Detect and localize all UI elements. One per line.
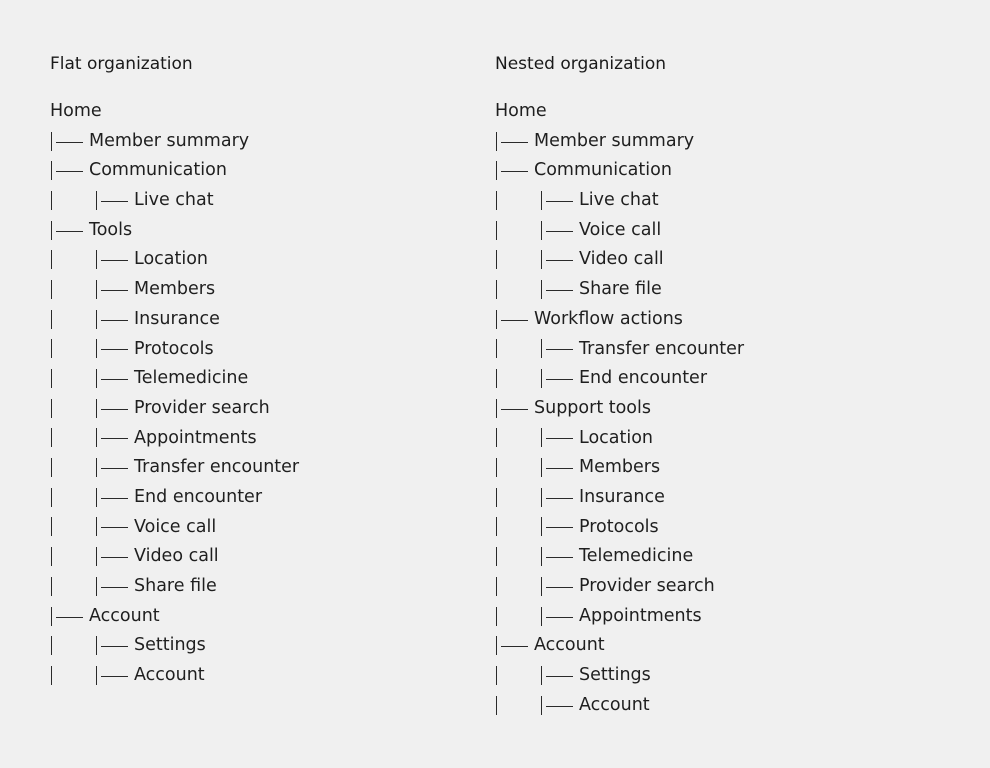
tree-branch-connector [540,483,579,513]
tree-branch-connector [540,513,579,543]
tree-branch-connector [95,186,134,216]
tree-branch-connector [495,394,534,424]
tree-guide-line [495,661,540,691]
tree-node [495,483,744,513]
tree-node-label: Insurance [579,486,665,507]
tree-branch-connector [540,335,579,365]
tree-guide-line [50,661,95,691]
flat-organization-diagram [50,52,299,691]
tree-node-label: Insurance [134,308,220,329]
tree-node [50,661,299,691]
tree-guide-line [495,216,540,246]
tree-node-label: Appointments [579,605,702,626]
tree-node [495,335,744,365]
tree-node [50,186,299,216]
tree-guide-line [495,483,540,513]
tree-branch-connector [95,542,134,572]
tree-node [495,305,744,335]
tree-branch-connector [50,216,89,246]
tree-node [50,542,299,572]
tree-node-label: Telemedicine [134,368,249,389]
tree-node [50,483,299,513]
tree-root [50,97,299,127]
tree-branch-connector [540,453,579,483]
tree-node-label: Support tools [534,397,651,418]
tree-guide-line [50,513,95,543]
tree-node [50,275,299,305]
tree-node-label: Members [579,457,661,478]
tree-guide-line [495,275,540,305]
tree-node [495,424,744,454]
tree-node-label: Video call [579,249,664,270]
tree-node-label: Voice call [134,516,217,537]
tree-root-label: Home [50,101,102,121]
tree-branch-connector [95,661,134,691]
tree-guide-line [50,572,95,602]
tree-node [50,453,299,483]
tree-branch-connector [95,305,134,335]
tree-branch-connector [540,186,579,216]
tree-guide-line [50,245,95,275]
tree-branch-connector [95,245,134,275]
tree-node-label: Appointments [134,427,257,448]
tree-node-label: Account [579,694,650,715]
tree-node-label: Transfer encounter [134,457,300,478]
tree-node-label: Communication [534,160,672,181]
tree-guide-line [495,572,540,602]
tree-guide-line [50,335,95,365]
tree-node [50,156,299,186]
tree-branch-connector [95,513,134,543]
tree-guide-line [495,602,540,632]
tree-node [50,513,299,543]
tree-node [50,335,299,365]
tree-branch-connector [540,572,579,602]
tree-branch-connector [95,453,134,483]
nested-organization-title: Nested organization [495,54,667,74]
tree-guide-line [50,453,95,483]
tree-branch-connector [50,127,89,157]
tree-node-label: Settings [134,635,206,656]
tree-node [495,364,744,394]
tree-guide-line [50,483,95,513]
tree-node-label: Telemedicine [579,546,694,567]
tree-branch-connector [495,156,534,186]
tree-node [495,156,744,186]
tree-node [50,572,299,602]
tree-branch-connector [540,216,579,246]
tree-guide-line [50,186,95,216]
tree-node [50,394,299,424]
tree-guide-line [50,631,95,661]
tree-node [495,275,744,305]
nested-tree [495,97,744,720]
tree-branch-connector [540,691,579,721]
tree-node [495,631,744,661]
tree-guide-line [495,424,540,454]
tree-node [495,691,744,721]
tree-branch-connector [495,127,534,157]
tree-node-label: Location [134,249,209,270]
tree-node [495,602,744,632]
tree-node-label: End encounter [134,486,263,507]
tree-node-label: Share file [579,279,662,300]
tree-node-label: Voice call [579,219,662,240]
tree-node [50,305,299,335]
tree-node-label: Provider search [134,397,270,418]
tree-node [495,572,744,602]
tree-node [495,542,744,572]
tree-node-label: Location [579,427,654,448]
tree-branch-connector [540,424,579,454]
tree-branch-connector [95,275,134,305]
tree-node [50,127,299,157]
tree-guide-line [495,245,540,275]
tree-node-label: Live chat [134,190,214,211]
tree-branch-connector [95,364,134,394]
tree-guide-line [495,513,540,543]
tree-guide-line [495,186,540,216]
flat-organization-title: Flat organization [50,54,193,74]
tree-node [50,602,299,632]
tree-node-label: Settings [579,665,651,686]
tree-branch-connector [540,245,579,275]
tree-node-label: Member summary [534,130,695,151]
tree-node-label: Account [89,605,160,626]
tree-node [495,394,744,424]
tree-node-label: Live chat [579,190,659,211]
tree-node [495,127,744,157]
tree-branch-connector [540,602,579,632]
tree-branch-connector [540,364,579,394]
tree-node-label: Share file [134,576,217,596]
tree-node-label: Tools [89,219,133,240]
tree-guide-line [50,275,95,305]
tree-node-label: Account [134,665,205,686]
tree-node-label: Members [134,279,216,300]
tree-node-label: End encounter [579,368,708,389]
tree-guide-line [495,335,540,365]
tree-root [495,97,744,127]
tree-guide-line [50,364,95,394]
tree-node-label: Protocols [134,338,214,359]
tree-guide-line [50,305,95,335]
tree-branch-connector [95,483,134,513]
tree-branch-connector [95,424,134,454]
tree-node-label: Video call [134,546,219,567]
tree-guide-line [495,453,540,483]
tree-root-label: Home [495,101,547,121]
tree-node-label: Provider search [579,576,715,596]
tree-guide-line [50,394,95,424]
tree-node-label: Workflow actions [534,308,683,329]
tree-node-label: Communication [89,160,227,181]
tree-branch-connector [495,305,534,335]
tree-branch-connector [540,661,579,691]
tree-guide-line [495,364,540,394]
tree-branch-connector [95,572,134,602]
tree-branch-connector [95,394,134,424]
tree-node [50,245,299,275]
tree-node-label: Member summary [89,130,250,151]
tree-branch-connector [495,631,534,661]
nested-organization-diagram [495,52,744,720]
tree-guide-line [50,542,95,572]
tree-guide-line [495,542,540,572]
tree-node-label: Transfer encounter [579,338,745,359]
tree-branch-connector [540,542,579,572]
tree-branch-connector [95,335,134,365]
tree-node [495,453,744,483]
tree-node [50,424,299,454]
tree-node [495,513,744,543]
tree-node [495,186,744,216]
tree-branch-connector [95,631,134,661]
tree-guide-line [495,691,540,721]
tree-node [50,631,299,661]
tree-node [50,364,299,394]
tree-node [495,216,744,246]
tree-node [495,661,744,691]
tree-branch-connector [50,602,89,632]
tree-node [495,245,744,275]
tree-node-label: Protocols [579,516,659,537]
tree-branch-connector [540,275,579,305]
flat-tree [50,97,299,691]
tree-node [50,216,299,246]
tree-guide-line [50,424,95,454]
tree-node-label: Account [534,635,605,656]
tree-branch-connector [50,156,89,186]
